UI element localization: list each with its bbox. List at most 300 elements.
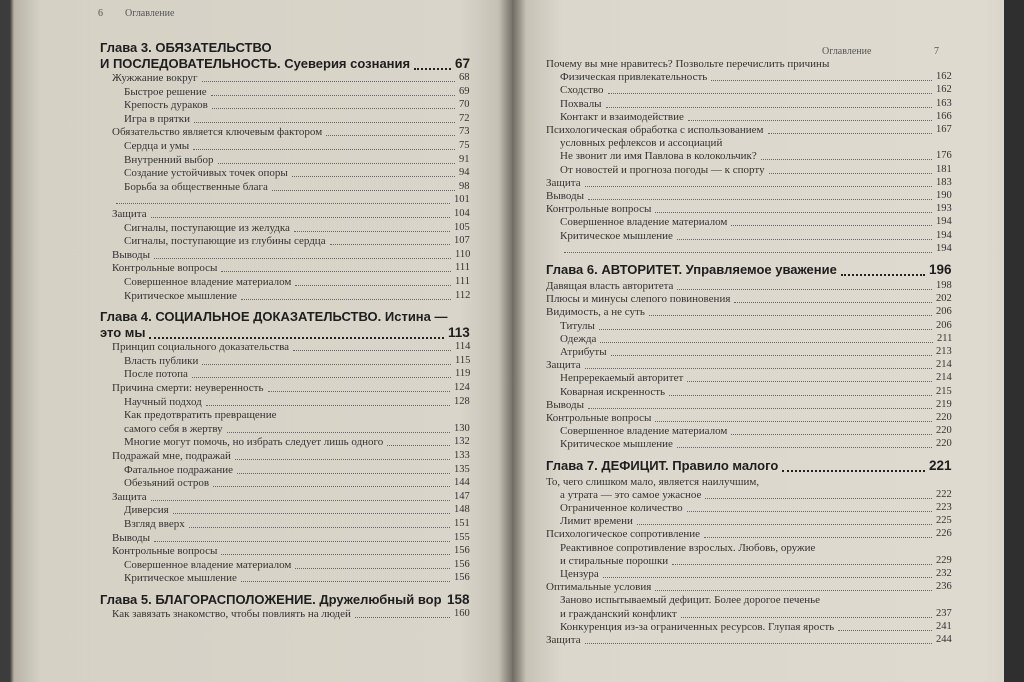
page-number: 181 <box>936 163 952 175</box>
page-number: 94 <box>459 167 470 179</box>
toc-entry <box>560 346 952 358</box>
toc-entry <box>112 608 470 620</box>
chapter-title: Глава 6. АВТОРИТЕТ. Управляемое уважение <box>546 262 837 277</box>
entry-title: Внутренний выбор <box>124 153 214 166</box>
entry-title: Создание устойчивых точек опоры <box>124 167 288 180</box>
chapter-title: это мы <box>100 325 146 341</box>
toc-entry <box>560 137 952 149</box>
toc-entry <box>124 368 470 380</box>
page-number: 135 <box>454 463 470 475</box>
toc-entry <box>124 86 470 98</box>
toc-entry <box>124 464 470 476</box>
dot-leader <box>588 408 932 409</box>
entry-title: Ограниченное количество <box>560 502 683 514</box>
entry-title: Контрольные вопросы <box>112 545 218 558</box>
dot-leader <box>677 289 932 290</box>
entry-title: Видимость, а не суть <box>546 306 645 319</box>
page-number: 158 <box>447 592 470 607</box>
dot-leader <box>649 315 932 316</box>
dot-leader <box>221 271 451 272</box>
entry-title: Сердца и умы <box>124 140 190 152</box>
dot-leader <box>241 299 451 300</box>
page-number: 220 <box>936 438 952 450</box>
entry-title: Защита <box>546 176 581 189</box>
page-number: 124 <box>454 382 470 393</box>
page-number: 193 <box>936 203 952 215</box>
entry-title: Подражай мне, подражай <box>112 450 231 462</box>
toc-entry <box>112 194 470 206</box>
toc-entry <box>560 164 952 176</box>
page-number: 69 <box>459 85 470 97</box>
page-number: 151 <box>454 518 470 529</box>
toc-chapter-heading <box>100 56 470 71</box>
toc-entry <box>546 58 952 70</box>
table-edge <box>1004 0 1024 682</box>
page-number: 162 <box>936 84 952 96</box>
dot-leader <box>218 163 455 164</box>
toc-entry <box>560 150 952 162</box>
page-number: 225 <box>936 515 952 527</box>
toc-entry <box>560 320 952 332</box>
dot-leader <box>202 81 455 82</box>
page-number: 220 <box>936 412 952 423</box>
chapter-title: Глава 7. ДЕФИЦИТ. Правило малого <box>546 457 779 473</box>
dot-leader <box>655 212 932 213</box>
page-number: 232 <box>936 568 952 579</box>
page-number: 166 <box>936 110 952 122</box>
toc-entry <box>560 216 952 228</box>
book-gutter <box>498 0 526 682</box>
dot-leader <box>295 285 451 286</box>
dot-leader <box>705 498 932 499</box>
entry-title: Совершенное владение материалом <box>560 425 728 438</box>
dot-leader <box>292 176 455 177</box>
page-number: 162 <box>936 71 952 83</box>
toc-entry <box>560 621 952 633</box>
page-number: 214 <box>936 372 952 384</box>
page-number: 115 <box>455 354 471 366</box>
entry-title: Цензура <box>560 568 599 580</box>
entry-title: Коварная искренность <box>560 385 666 398</box>
page-number: 111 <box>455 262 470 274</box>
toc-entry <box>546 399 952 411</box>
entry-title: Совершенное владение материалом <box>124 558 292 571</box>
dot-leader <box>731 225 932 226</box>
page-number: 194 <box>936 229 952 241</box>
entry-title: Критическое мышление <box>124 289 237 302</box>
dot-leader <box>355 617 450 618</box>
toc-entry <box>124 181 470 193</box>
toc-entry <box>124 477 470 489</box>
entry-title: Критическое мышление <box>560 438 673 451</box>
entry-title: Титулы <box>560 319 595 332</box>
entry-title: Научный подход <box>124 395 202 408</box>
entry-title: Борьба за общественные блага <box>124 180 268 193</box>
right-running-head: Оглавление <box>822 46 872 57</box>
dot-leader <box>585 368 932 369</box>
entry-title: Быстрое решение <box>124 85 207 98</box>
toc-entry <box>124 504 470 516</box>
toc-entry <box>124 518 470 530</box>
dot-leader <box>606 107 932 108</box>
page-number: 156 <box>454 558 470 570</box>
dot-leader <box>293 350 451 351</box>
page-number: 194 <box>936 242 952 254</box>
entry-title: Реактивное сопротивление взрослых. Любовь, оружие <box>560 541 816 554</box>
toc-entry <box>560 489 952 501</box>
toc-entry <box>112 545 470 557</box>
dot-leader <box>387 445 450 446</box>
toc-entry <box>112 532 470 544</box>
entry-title: Сигналы, поступающие из глубины сердца <box>124 235 326 248</box>
entry-title: Совершенное владение материалом <box>560 216 728 229</box>
dot-leader <box>782 470 925 472</box>
toc-entry <box>124 154 470 166</box>
page-number: 160 <box>454 608 470 619</box>
toc-entry <box>546 177 952 189</box>
dot-leader <box>731 434 932 435</box>
toc-entry <box>546 203 952 215</box>
toc-entry <box>546 293 952 305</box>
dot-leader <box>173 513 450 514</box>
toc-entry <box>560 111 952 123</box>
toc-entry <box>560 608 952 620</box>
page-number: 114 <box>455 341 471 353</box>
dot-leader <box>235 459 450 460</box>
page-number: 130 <box>454 422 470 434</box>
toc-chapter-heading <box>100 40 470 55</box>
entry-title: Совершенное владение материалом <box>124 276 292 288</box>
entry-title: Физическая привлекательность <box>560 71 708 84</box>
entry-title: Одежда <box>560 332 597 345</box>
dot-leader <box>564 252 932 253</box>
page-number: 67 <box>455 56 471 71</box>
dot-leader <box>655 421 932 422</box>
toc-chapter-heading <box>100 325 470 340</box>
entry-title: Жужжание вокруг <box>112 72 198 84</box>
entry-title: Многие могут помочь, но избрать следует лишь одного <box>124 436 384 449</box>
page-number: 183 <box>936 176 952 188</box>
dot-leader <box>600 342 933 343</box>
page-number: 167 <box>936 124 952 135</box>
page-number: 112 <box>455 289 471 301</box>
dot-leader <box>681 617 932 618</box>
dot-leader <box>193 149 455 150</box>
page-number: 144 <box>454 477 470 489</box>
toc-entry <box>546 581 952 593</box>
entry-title: Власть публики <box>124 354 199 367</box>
toc-entry <box>124 423 470 435</box>
entry-title: Выводы <box>546 190 585 202</box>
entry-title: Выводы <box>112 248 151 261</box>
toc-entry <box>124 409 470 421</box>
toc-entry <box>560 372 952 384</box>
page-number: 196 <box>929 262 952 277</box>
entry-title: и гражданский конфликт <box>560 607 677 620</box>
toc-entry <box>546 124 952 136</box>
dot-leader <box>294 231 450 232</box>
toc-chapter-heading <box>100 309 470 324</box>
toc-entry <box>560 243 952 255</box>
toc-entry <box>546 634 952 646</box>
entry-title: Причина смерти: неуверенность <box>112 382 264 394</box>
toc-entry <box>124 222 470 234</box>
dot-leader <box>677 239 932 240</box>
page-number: 75 <box>459 140 470 151</box>
toc-entry <box>124 436 470 448</box>
page-number: 70 <box>459 99 470 111</box>
dot-leader <box>704 537 932 538</box>
entry-title: Взгляд вверх <box>124 518 185 530</box>
entry-title: самого себя в жертву <box>124 422 223 435</box>
toc-entry <box>124 235 470 247</box>
page-number: 133 <box>454 450 470 461</box>
toc-entry <box>560 84 952 96</box>
dot-leader <box>711 80 932 81</box>
dot-leader <box>687 511 932 512</box>
entry-title: Защита <box>112 490 147 503</box>
page-number: 214 <box>936 359 952 371</box>
entry-title: Контрольные вопросы <box>546 203 652 216</box>
page-number: 163 <box>936 97 952 109</box>
toc-entry <box>112 126 470 138</box>
left-running-head: Оглавление <box>125 8 175 19</box>
dot-leader <box>268 391 450 392</box>
dot-leader <box>211 95 455 96</box>
page-number: 244 <box>936 634 952 645</box>
toc-entry <box>546 306 952 318</box>
toc-entry <box>560 502 952 514</box>
toc-entry <box>560 555 952 567</box>
entry-title: а утрата — это самое ужасное <box>560 488 702 501</box>
page-number: 190 <box>936 190 952 201</box>
toc-entry <box>560 425 952 437</box>
toc-chapter-heading <box>100 592 470 607</box>
entry-title: Обязательство является ключевым фактором <box>112 126 323 139</box>
dot-leader <box>603 577 932 578</box>
entry-title: Почему вы мне нравитесь? Позвольте перечислить причины <box>546 58 830 70</box>
page-number: 68 <box>459 72 470 83</box>
toc-entry <box>112 491 470 503</box>
toc-entry <box>112 72 470 84</box>
toc-entry <box>560 333 952 345</box>
entry-title: Как завязать знакомство, чтобы повлиять на людей <box>112 608 351 620</box>
dot-leader <box>212 108 455 109</box>
page-number: 155 <box>454 531 470 543</box>
page-number: 226 <box>936 528 952 540</box>
dot-leader <box>241 581 450 582</box>
page-number: 219 <box>936 398 952 410</box>
page-number: 237 <box>936 607 952 619</box>
dot-leader <box>202 364 451 365</box>
dot-leader <box>687 381 932 382</box>
dot-leader <box>295 568 450 569</box>
toc-entry <box>124 99 470 111</box>
entry-title: Выводы <box>112 531 151 544</box>
entry-title: Похвалы <box>560 97 602 110</box>
dot-leader <box>194 122 455 123</box>
entry-title: Заново испытываемый дефицит. Более дорогое печенье <box>560 594 821 607</box>
toc-entry <box>560 542 952 554</box>
toc-entry <box>112 249 470 261</box>
right-page <box>512 0 1024 682</box>
page-number: 236 <box>936 581 952 593</box>
page-number: 221 <box>929 457 952 473</box>
dot-leader <box>116 203 450 204</box>
entry-title: Фатальное подражание <box>124 463 234 476</box>
entry-title: Плюсы и минусы слепого повиновения <box>546 293 731 306</box>
entry-title: Принцип социального доказательства <box>112 341 290 354</box>
toc-entry <box>546 412 952 424</box>
chapter-title: И ПОСЛЕДОВАТЕЛЬНОСТЬ. Суеверия сознания <box>100 56 411 71</box>
page-number: 206 <box>936 319 952 331</box>
dot-leader <box>154 258 451 259</box>
toc-entry <box>124 396 470 408</box>
dot-leader <box>326 135 455 136</box>
toc-entry <box>124 559 470 571</box>
dot-leader <box>637 524 932 525</box>
toc-entry <box>112 208 470 220</box>
dot-leader <box>669 395 932 396</box>
toc-entry <box>112 262 470 274</box>
entry-title: Контрольные вопросы <box>112 262 218 275</box>
dot-leader <box>330 244 450 245</box>
dot-leader <box>154 541 450 542</box>
page-number: 128 <box>454 395 470 407</box>
toc-entry <box>546 190 952 202</box>
toc-entry <box>560 386 952 398</box>
page-number: 194 <box>936 216 952 228</box>
entry-title: Психологическая обработка с использованием <box>546 124 764 136</box>
entry-title: Непререкаемый авторитет <box>560 372 684 385</box>
page-number: 222 <box>936 488 952 500</box>
dot-leader <box>611 355 932 356</box>
dot-leader <box>655 590 932 591</box>
toc-entry <box>560 71 952 83</box>
page-number: 198 <box>936 280 952 291</box>
toc-entry <box>560 515 952 527</box>
entry-title: Контрольные вопросы <box>546 412 652 424</box>
entry-title: От новостей и прогноза погоды — к спорту <box>560 163 765 176</box>
entry-title: Сходство <box>560 84 604 97</box>
page-number: 202 <box>936 293 952 305</box>
toc-entry <box>112 382 470 394</box>
toc-entry <box>546 359 952 371</box>
entry-title: Защита <box>546 634 581 646</box>
entry-title: и стиральные порошки <box>560 554 669 567</box>
left-page-number: 6 <box>98 8 103 19</box>
toc-entry <box>560 98 952 110</box>
dot-leader <box>585 643 932 644</box>
toc-entry <box>124 276 470 288</box>
page-number: 206 <box>936 306 952 318</box>
toc-chapter-heading <box>546 262 952 277</box>
entry-title: Оптимальные условия <box>546 581 652 594</box>
dot-leader <box>761 159 932 160</box>
entry-title: После потопа <box>124 368 188 381</box>
dot-leader <box>237 473 450 474</box>
entry-title: Конкуренция из-за ограниченных ресурсов. Глупая ярость <box>560 620 835 633</box>
page-number: 148 <box>454 504 470 516</box>
entry-title: Защита <box>546 359 581 372</box>
entry-title: То, чего слишком мало, является наилучшим, <box>546 475 760 488</box>
page-number: 220 <box>936 425 952 437</box>
toc-entry <box>560 594 952 606</box>
dot-leader <box>841 274 925 276</box>
toc-entry <box>560 568 952 580</box>
toc-entry <box>124 140 470 152</box>
page-number: 147 <box>454 490 470 502</box>
dot-leader <box>189 527 450 528</box>
toc-entry <box>124 113 470 125</box>
page-number: 110 <box>455 248 471 260</box>
toc-entry <box>560 438 952 450</box>
page-number: 213 <box>936 346 952 357</box>
page-number: 132 <box>454 436 470 448</box>
page-number: 91 <box>459 153 470 165</box>
page-number: 73 <box>459 126 470 138</box>
entry-title: условных рефлексов и ассоциаций <box>560 137 723 150</box>
dot-leader <box>227 432 450 433</box>
entry-title: Атрибуты <box>560 346 607 358</box>
toc-entry <box>546 476 952 488</box>
chapter-title: Глава 4. СОЦИАЛЬНОЕ ДОКАЗАТЕЛЬСТВО. Истина — <box>100 309 448 325</box>
page-number: 119 <box>455 368 471 380</box>
dot-leader <box>206 405 450 406</box>
toc-entry <box>124 167 470 179</box>
page-number: 215 <box>936 385 952 397</box>
entry-title: Крепость дураков <box>124 99 208 112</box>
entry-title: Контакт и взаимодействие <box>560 110 684 123</box>
dot-leader <box>272 190 455 191</box>
dot-leader <box>149 337 444 339</box>
entry-title: Обезьяний остров <box>124 477 210 490</box>
dot-leader <box>414 68 451 70</box>
entry-title: Не звонит ли имя Павлова в колокольчик? <box>560 150 757 163</box>
page-number: 229 <box>936 554 952 566</box>
page-number: 107 <box>454 235 470 247</box>
dot-leader <box>151 217 450 218</box>
dot-leader <box>151 500 450 501</box>
page-number: 104 <box>454 208 470 219</box>
dot-leader <box>677 447 932 448</box>
page-number: 156 <box>454 545 470 557</box>
entry-title: Критическое мышление <box>124 572 237 585</box>
toc-entry <box>546 280 952 292</box>
entry-title: Защита <box>112 208 147 220</box>
toc-entry <box>560 230 952 242</box>
dot-leader <box>221 554 450 555</box>
dot-leader <box>768 133 932 134</box>
page-number: 223 <box>936 502 952 513</box>
toc-entry <box>124 355 470 367</box>
toc-entry <box>124 572 470 584</box>
entry-title: Выводы <box>546 398 585 411</box>
page-number: 211 <box>937 332 953 344</box>
dot-leader <box>608 93 932 94</box>
right-page-number: 7 <box>934 46 939 57</box>
dot-leader <box>688 120 932 121</box>
toc-entry <box>112 341 470 353</box>
dot-leader <box>672 564 932 565</box>
toc-entry <box>124 290 470 302</box>
chapter-title: Глава 5. БЛАГОРАСПОЛОЖЕНИЕ. Дружелюбный вор <box>100 592 442 607</box>
page-number: 156 <box>454 572 470 584</box>
entry-title: Давящая власть авторитета <box>546 280 674 292</box>
page-number: 105 <box>454 221 470 233</box>
page-number: 113 <box>448 325 470 341</box>
toc-chapter-heading <box>546 458 952 473</box>
